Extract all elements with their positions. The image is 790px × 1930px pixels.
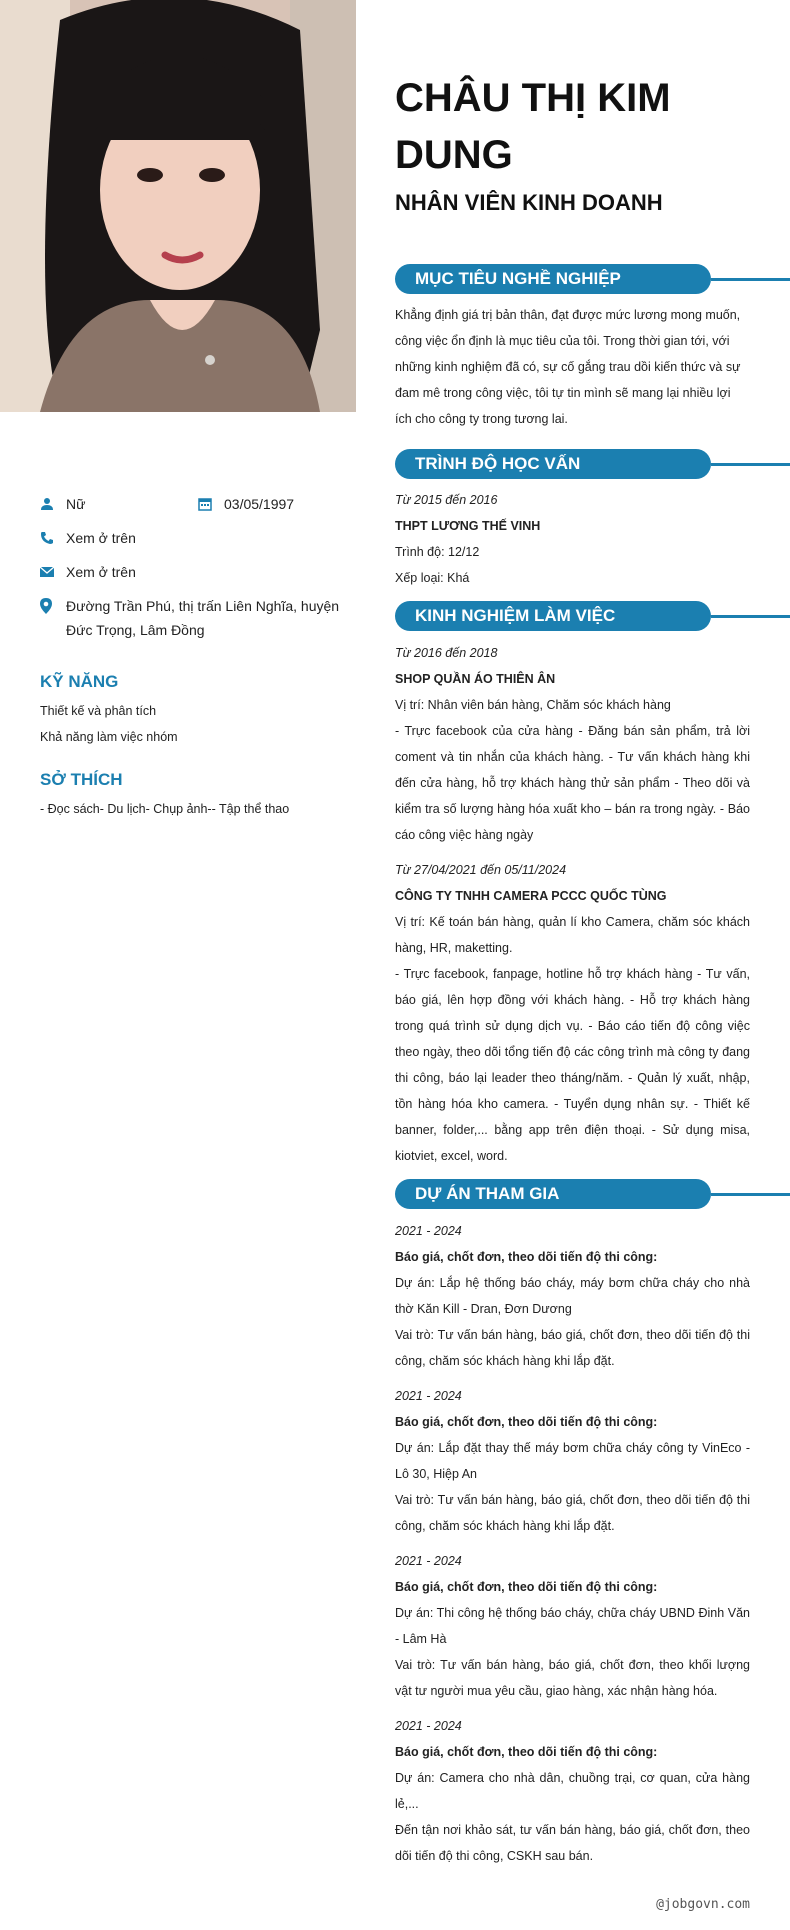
project-period: 2021 - 2024 bbox=[395, 1389, 462, 1403]
education-block bbox=[395, 487, 750, 591]
job-description: - Trực facebook, fanpage, hotline hỗ trợ khách hàng - Tư vấn, báo giá, lên hợp đồng với khách hàng. - Hỗ trợ khách hàng trong quá trình sử dụng dịch vụ. - Báo cáo tiến độ công việc theo ngày, theo dõi tổng tiến độ các công trình mà công ty đang thi công, báo lại leader theo tháng/năm. - Quản lý xuất, nhập, tồn hàng hóa kho camera. - Tuyển dụng nhân sự. - Thiết kế banner, folder,... bằng app trên điện thoại. - Sử dụng misa, kiotviet, excel, word. bbox=[395, 967, 750, 1163]
projects-section-header bbox=[395, 1179, 790, 1209]
calendar-icon bbox=[198, 492, 224, 516]
education-heading: TRÌNH ĐỘ HỌC VẤN bbox=[395, 449, 711, 479]
mail-icon bbox=[40, 560, 66, 584]
section-divider bbox=[711, 1193, 790, 1196]
job-role: Vị trí: Nhân viên bán hàng, Chăm sóc khách hàng bbox=[395, 698, 671, 712]
job-period: Từ 2016 đến 2018 bbox=[395, 646, 498, 660]
project-period: 2021 - 2024 bbox=[395, 1224, 462, 1238]
projects-heading: DỰ ÁN THAM GIA bbox=[395, 1179, 711, 1209]
project-role: Vai trò: Tư vấn bán hàng, báo giá, chốt đơn, theo dõi tiến độ thi công, chăm sóc khách hàng khi lắp đặt. bbox=[395, 1493, 750, 1533]
job-title: NHÂN VIÊN KINH DOANH bbox=[395, 190, 663, 215]
education-level: Trình độ: 12/12 bbox=[395, 545, 480, 559]
gender-text: Nữ bbox=[66, 496, 86, 512]
contact-phone bbox=[40, 526, 356, 550]
experience-section-header bbox=[395, 601, 790, 631]
education-grade: Xếp loại: Khá bbox=[395, 571, 470, 585]
experience-job bbox=[395, 857, 750, 1169]
project-item bbox=[395, 1383, 750, 1539]
objective-heading: MỤC TIÊU NGHỀ NGHIỆP bbox=[395, 264, 711, 294]
skill-item: Khả năng làm việc nhóm bbox=[40, 730, 178, 744]
project-detail: Dự án: Thi công hệ thống báo cháy, chữa cháy UBND Đinh Văn - Lâm Hà bbox=[395, 1606, 750, 1646]
project-role: Đến tận nơi khảo sát, tư vấn bán hàng, báo giá, chốt đơn, theo dõi tiến độ thi công, CSKH sau bán. bbox=[395, 1823, 750, 1863]
experience-job bbox=[395, 640, 750, 848]
skills-list bbox=[40, 698, 178, 750]
job-company: SHOP QUẦN ÁO THIÊN ÂN bbox=[395, 672, 556, 686]
objective-section-header bbox=[395, 264, 790, 294]
job-company: CÔNG TY TNHH CAMERA PCCC QUỐC TÙNG bbox=[395, 889, 667, 903]
education-period: Từ 2015 đến 2016 bbox=[395, 493, 498, 507]
birthday-text: 03/05/1997 bbox=[224, 496, 295, 512]
education-school: THPT LƯƠNG THẾ VINH bbox=[395, 519, 541, 533]
address-text: Đường Trần Phú, thị trấn Liên Nghĩa, huyện Đức Trọng, Lâm Đồng bbox=[66, 598, 340, 638]
profile-photo bbox=[0, 0, 356, 412]
job-role: Vị trí: Kế toán bán hàng, quản lí kho Camera, chăm sóc khách hàng, HR, maketting. bbox=[395, 915, 750, 955]
contact-info bbox=[40, 492, 356, 652]
project-name: Báo giá, chốt đơn, theo dõi tiến độ thi công: bbox=[395, 1415, 658, 1429]
job-description: - Trực facebook của cửa hàng - Đăng bán sản phẩm, trả lời coment và tin nhắn của khách hàng. - Tư vấn khách hàng khi đến cửa hàng, hỗ trợ khách hàng thử sản phẩm - Theo dõi và kiểm tra số lượng hàng hóa xuất kho – bán ra trong ngày. - Báo cáo công việc hàng ngày bbox=[395, 724, 750, 842]
objective-text: Khẳng định giá trị bản thân, đạt được mức lương mong muốn, công việc ổn định là mục tiêu của tôi. Trong thời gian tới, với những kinh nghiệm đã có, sự cố gắng trau dồi kiến thức và sự đam mê trong công việc, tôi tự tin mình sẽ mang lại nhiều lợi ích cho công ty trong tương lai. bbox=[395, 308, 741, 426]
hobbies-text: - Đọc sách- Du lịch- Chụp ảnh-- Tập thể thao bbox=[40, 802, 290, 816]
phone-text: Xem ở trên bbox=[66, 530, 136, 546]
section-divider bbox=[711, 615, 790, 618]
project-name: Báo giá, chốt đơn, theo dõi tiến độ thi công: bbox=[395, 1745, 658, 1759]
hobbies-heading: SỞ THÍCH bbox=[40, 770, 123, 789]
project-role: Vai trò: Tư vấn bán hàng, báo giá, chốt đơn, theo dõi tiến độ thi công, chăm sóc khách hàng khi lắp đặt. bbox=[395, 1328, 750, 1368]
project-name: Báo giá, chốt đơn, theo dõi tiến độ thi công: bbox=[395, 1580, 658, 1594]
user-icon bbox=[40, 492, 66, 516]
project-period: 2021 - 2024 bbox=[395, 1719, 462, 1733]
project-item bbox=[395, 1548, 750, 1704]
education-section-header bbox=[395, 449, 790, 479]
email-text: Xem ở trên bbox=[66, 564, 136, 580]
section-divider bbox=[711, 463, 790, 466]
watermark: @jobgovn.com bbox=[656, 1897, 750, 1912]
project-period: 2021 - 2024 bbox=[395, 1554, 462, 1568]
contact-gender-birthday bbox=[40, 492, 356, 516]
phone-icon bbox=[40, 526, 66, 550]
project-item bbox=[395, 1713, 750, 1869]
location-icon bbox=[40, 594, 66, 618]
skills-heading: KỸ NĂNG bbox=[40, 672, 119, 691]
project-detail: Dự án: Lắp đặt thay thế máy bơm chữa cháy công ty VinEco - Lô 30, Hiệp An bbox=[395, 1441, 750, 1481]
project-role: Vai trò: Tư vấn bán hàng, báo giá, chốt đơn, theo khối lượng vật tư người mua yêu cầu, giao hàng, xác nhận hàng hóa. bbox=[395, 1658, 750, 1698]
job-period: Từ 27/04/2021 đến 05/11/2024 bbox=[395, 863, 567, 877]
section-divider bbox=[711, 278, 790, 281]
project-detail: Dự án: Camera cho nhà dân, chuồng trại, cơ quan, cửa hàng lẻ,... bbox=[395, 1771, 750, 1811]
project-name: Báo giá, chốt đơn, theo dõi tiến độ thi công: bbox=[395, 1250, 658, 1264]
contact-email bbox=[40, 560, 356, 584]
project-detail: Dự án: Lắp hệ thống báo cháy, máy bơm chữa cháy cho nhà thờ Kăn Kill - Dran, Đơn Dương bbox=[395, 1276, 750, 1316]
full-name: CHÂU THỊ KIM DUNG bbox=[395, 76, 671, 177]
project-item bbox=[395, 1218, 750, 1374]
contact-address bbox=[40, 594, 356, 642]
skill-item: Thiết kế và phân tích bbox=[40, 704, 157, 718]
experience-heading: KINH NGHIỆM LÀM VIỆC bbox=[395, 601, 711, 631]
